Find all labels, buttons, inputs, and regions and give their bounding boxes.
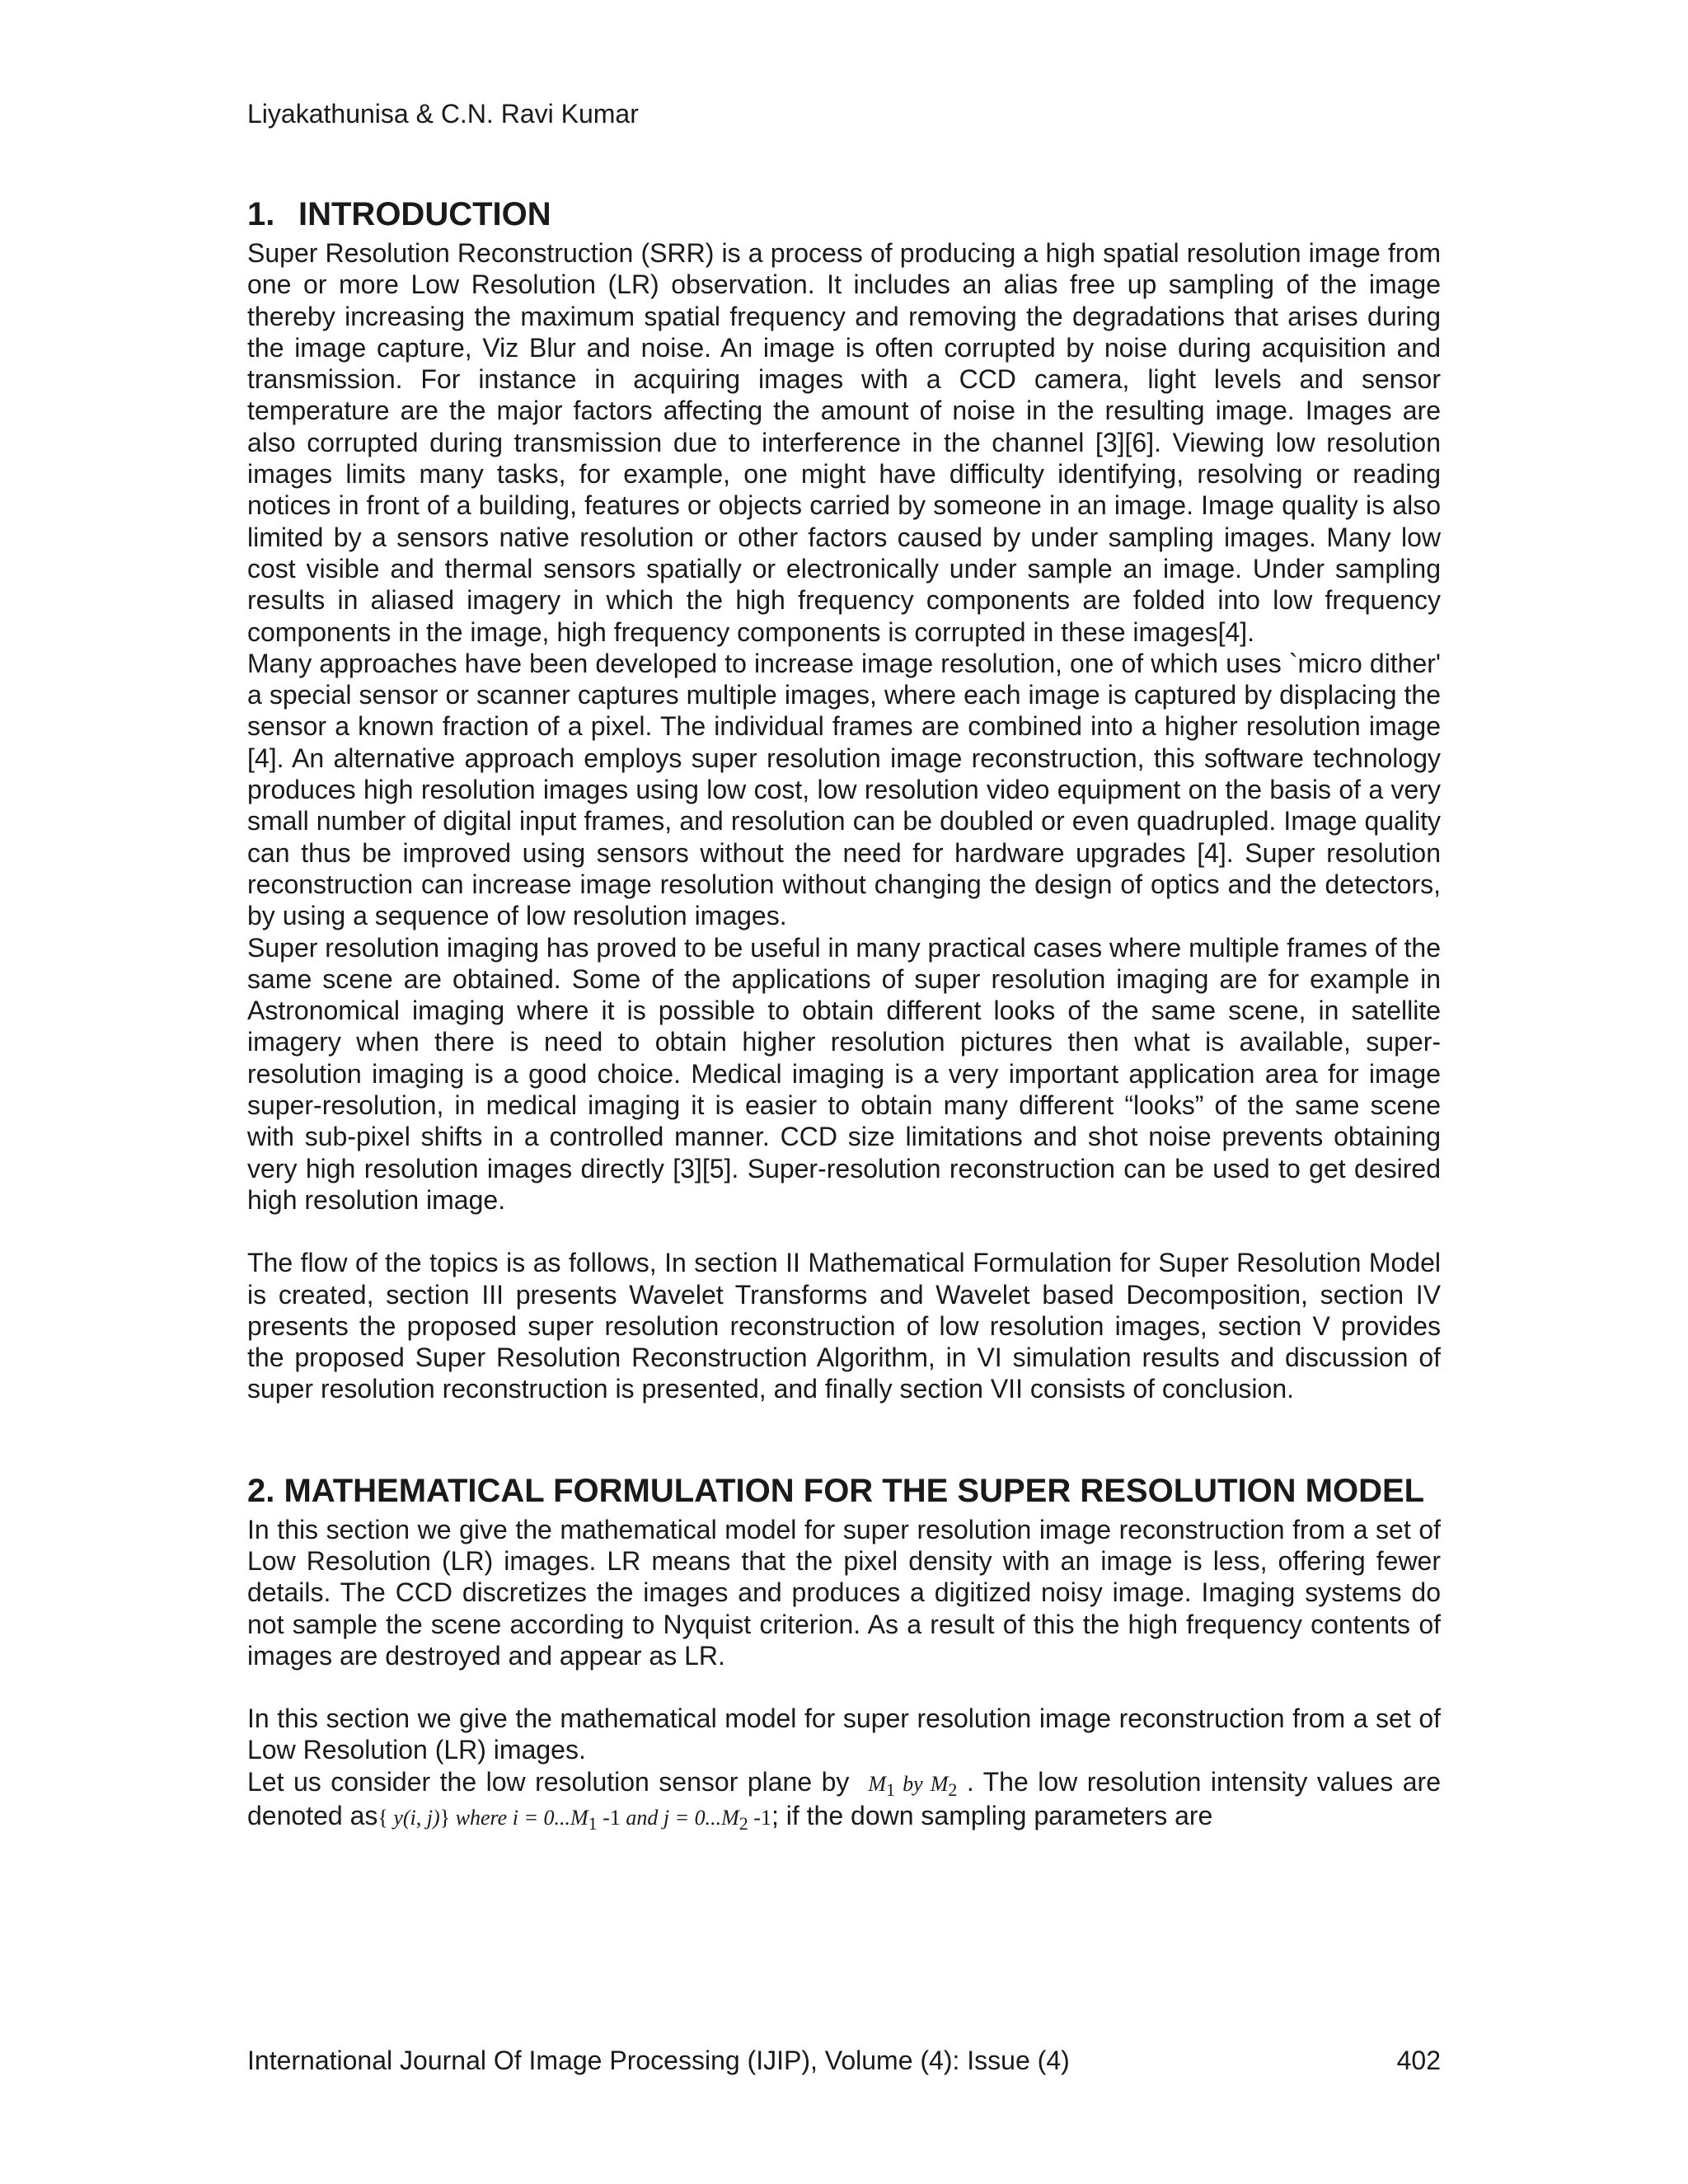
section-heading-mathematical-formulation [247, 1468, 1441, 1514]
section-heading-introduction [247, 191, 1441, 237]
paragraph-gap [247, 1216, 1441, 1247]
footer-journal: International Journal Of Image Processing (IJIP), Volume (4): Issue (4) [247, 2046, 1070, 2075]
section-number: 1. [247, 196, 275, 232]
running-header-authors: Liyakathunisa & C.N. Ravi Kumar [247, 99, 639, 129]
footer-page-number: 402 [1396, 2046, 1441, 2075]
section-title: INTRODUCTION [298, 196, 551, 232]
intro-paragraph-4: The flow of the topics is as follows, In section II Mathematical Formulation for Super Resolution Model is created, section III presents Wavelet Transforms and Wavelet based Decomposition, section IV presents the proposed super resolution reconstruction of low resolution images, section V provides the proposed Super Resolution Reconstruction Algorithm, in VI simulation results and discussion of super resolution reconstruction is presented, and finally section VII consists of conclusion. [247, 1248, 1441, 1404]
section-title: MATHEMATICAL FORMULATION FOR THE SUPER RESOLUTION MODEL [284, 1472, 1425, 1509]
math-paragraph-3-lead: Let us consider the low resolution sensor plane by [247, 1766, 850, 1797]
section-number: 2. [247, 1472, 275, 1509]
math-paragraph-2: In this section we give the mathematical model for super resolution image reconstruction from a set of Low Resolution (LR) images. [247, 1704, 1441, 1765]
section-gap [247, 1405, 1441, 1468]
paragraph-gap [247, 1671, 1441, 1703]
page-footer [247, 2044, 1441, 2077]
intro-paragraph-2: Many approaches have been developed to increase image resolution, one of which uses `micro dither' a special sensor or scanner captures multiple images, where each image is captured by displacing the sensor a known fraction of a pixel. The individual frames are combined into a higher resolution image [4]. An alternative approach employs super resolution image reconstruction, this software technology produces high resolution images using low cost, low resolution video equipment on the basis of a very small number of digital input frames, and resolution can be doubled or even quadrupled. Image quality can thus be improved using sensors without the need for hardware upgrades [4]. Super resolution reconstruction can increase image resolution without changing the design of optics and the detectors, by using a sequence of low resolution images. [247, 648, 1441, 931]
math-paragraph-3-end: ; if the down sampling parameters are [771, 1801, 1213, 1831]
math-paragraph-1: In this section we give the mathematical model for super resolution image reconstruction from a set of Low Resolution (LR) images. LR means that the pixel density with an image is less, offering fewer details. The CCD discretizes the images and produces a digitized noisy image. Imaging systems do not sample the scene according to Nyquist criterion. As a result of this the high frequency contents of images are destroyed and appear as LR. [247, 1514, 1441, 1671]
math-paragraph-3 [247, 1766, 1441, 1835]
sensor-plane-formula: $M_1$ by $M_2$ [868, 1771, 958, 1800]
intro-paragraph-1: Super Resolution Reconstruction (SRR) is a process of producing a high spatial resolution image from one or more Low Resolution (LR) observation. It includes an alias free up sampling of the image thereby increasing the maximum spatial frequency and removing the degradations that arises during the image capture, Viz Blur and noise. An image is often corrupted by noise during acquisition and transmission. For instance in acquiring images with a CCD camera, light levels and sensor temperature are the major factors affecting the amount of noise in the resulting image. Images are also corrupted during transmission due to interference in the channel [3][6]. Viewing low resolution images limits many tasks, for example, one might have difficulty identifying, resolving or reading notices in front of a building, features or objects carried by someone in an image. Image quality is also limited by a sensors native resolution or other factors caused by under sampling images. Many low cost visible and thermal sensors spatially or electronically under sample an image. Under sampling results in aliased imagery in which the high frequency components are folded into low frequency components in the image, high frequency components is corrupted in these images[4]. [247, 238, 1441, 647]
intensity-set-formula: { y(i, j)} where $i = 0...M_1$ -1 and $j = 0...M_2$ -1 [377, 1806, 771, 1835]
page-content [247, 191, 1441, 1834]
intro-paragraph-3: Super resolution imaging has proved to be useful in many practical cases where multiple frames of the same scene are obtained. Some of the applications of super resolution imaging are for example in Astronomical imaging where it is possible to obtain different looks of the same scene, in satellite imagery when there is need to obtain higher resolution pictures then what is available, super-resolution imaging is a good choice. Medical imaging is a very important application area for image super-resolution, in medical imaging it is easier to obtain many different “looks” of the same scene with sub-pixel shifts in a controlled manner. CCD size limitations and shot noise prevents obtaining very high resolution images directly [3][5]. Super-resolution reconstruction can be used to get desired high resolution image. [247, 932, 1441, 1215]
math-paragraph-3-tail: . The low resolution intensity values are denoted as [247, 1766, 1441, 1831]
